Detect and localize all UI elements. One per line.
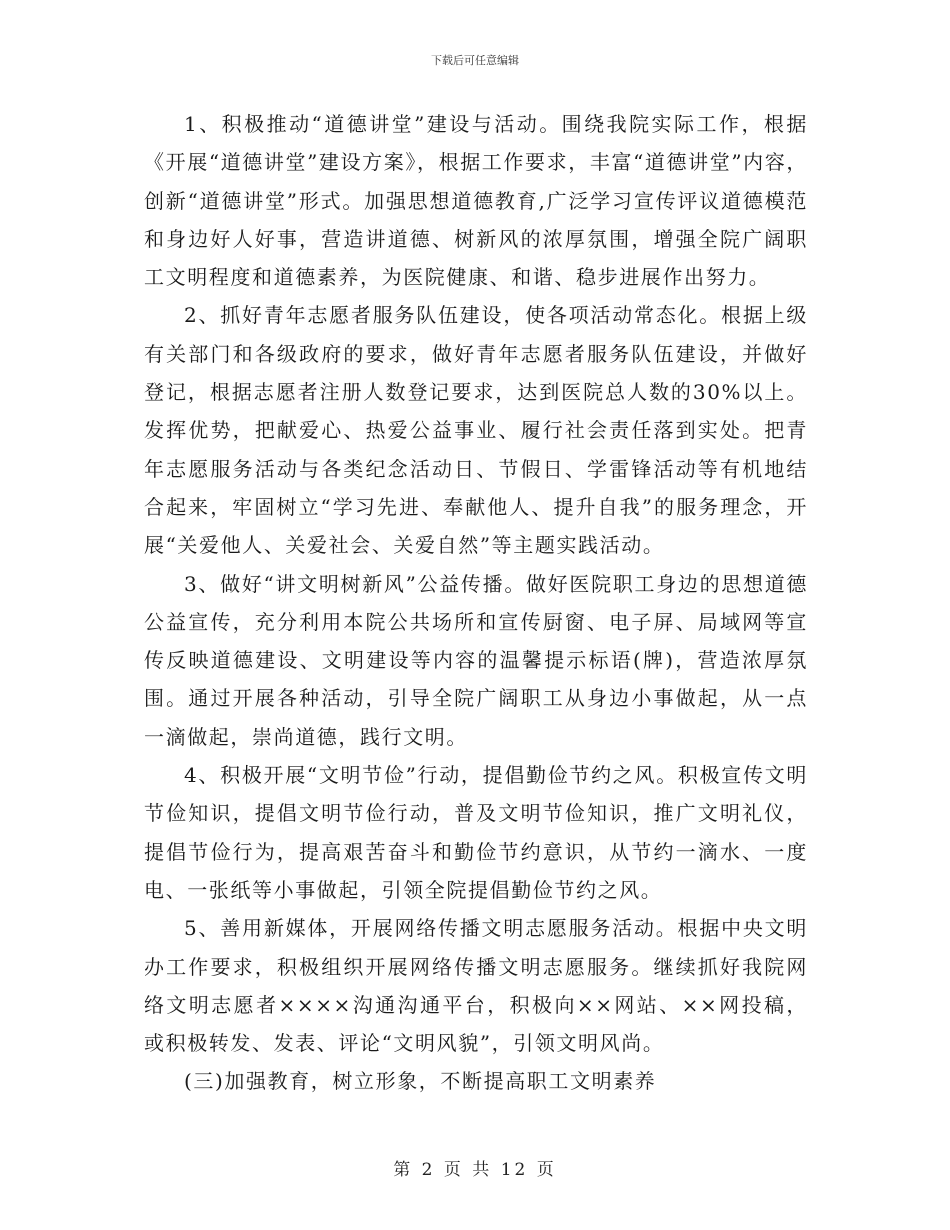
paragraph-5: 5、善用新媒体，开展网络传播文明志愿服务活动。根据中央文明办工作要求，积极组织开展网络传播文明志愿服务。继续抓好我院网络文明志愿者××××沟通沟通平台，积极向××网站、××网投稿，或积极转发、发表、评论“文明风貌”，引领文明风尚。 xyxy=(144,916,808,1056)
paragraph-4: 4、积极开展“文明节俭”行动，提倡勤俭节约之风。积极宣传文明节俭知识，提倡文明节俭行动，普及文明节俭知识，推广文明礼仪，提倡节俭行为，提高艰苦奋斗和勤俭节约意识，从节约一滴水、一度电、一张纸等小事做起，引领全院提倡勤俭节约之风。 xyxy=(144,763,808,902)
paragraph-3: 3、做好“讲文明树新风”公益传播。做好医院职工身边的思想道德公益宣传，充分利用本院公共场所和宣传厨窗、电子屏、局域网等宣传反映道德建设、文明建设等内容的温馨提示标语(牌)，营造浓厚氛围。通过开展各种活动，引导全院广阔职工从身边小事做起，从一点一滴做起，崇尚道德，践行文明。 xyxy=(144,571,808,749)
section-heading: (三)加强教育，树立形象，不断提高职工文明素养 xyxy=(184,1069,657,1094)
paragraph-2: 2、抓好青年志愿者服务队伍建设，使各项活动常态化。根据上级有关部门和各级政府的要求，做好青年志愿者服务队伍建设，并做好登记，根据志愿者注册人数登记要求，达到医院总人数的30%以上。发挥优势，把献爱心、热爱公益事业、履行社会责任落到实处。把青年志愿服务活动与各类纪念活动日、节假日、学雷锋活动等有机地结合起来，牢固树立“学习先进、奉献他人、提升自我”的服务理念，开展“关爱他人、关爱社会、关爱自然”等主题实践活动。 xyxy=(144,303,808,558)
document-body xyxy=(144,105,808,1101)
page-number-footer: 第 2 页 共 12 页 xyxy=(393,1160,557,1180)
page-header: 下载后可任意编辑 xyxy=(431,54,519,67)
paragraph-1: 1、积极推动“道德讲堂”建设与活动。围绕我院实际工作，根据《开展“道德讲堂”建设方案》，根据工作要求，丰富“道德讲堂”内容，创新“道德讲堂”形式。加强思想道德教育,广泛学习宣传评议道德模范和身边好人好事，营造讲道德、树新风的浓厚氛围，增强全院广阔职工文明程度和道德素养，为医院健康、和谐、稳步进展作出努力。 xyxy=(144,112,808,290)
